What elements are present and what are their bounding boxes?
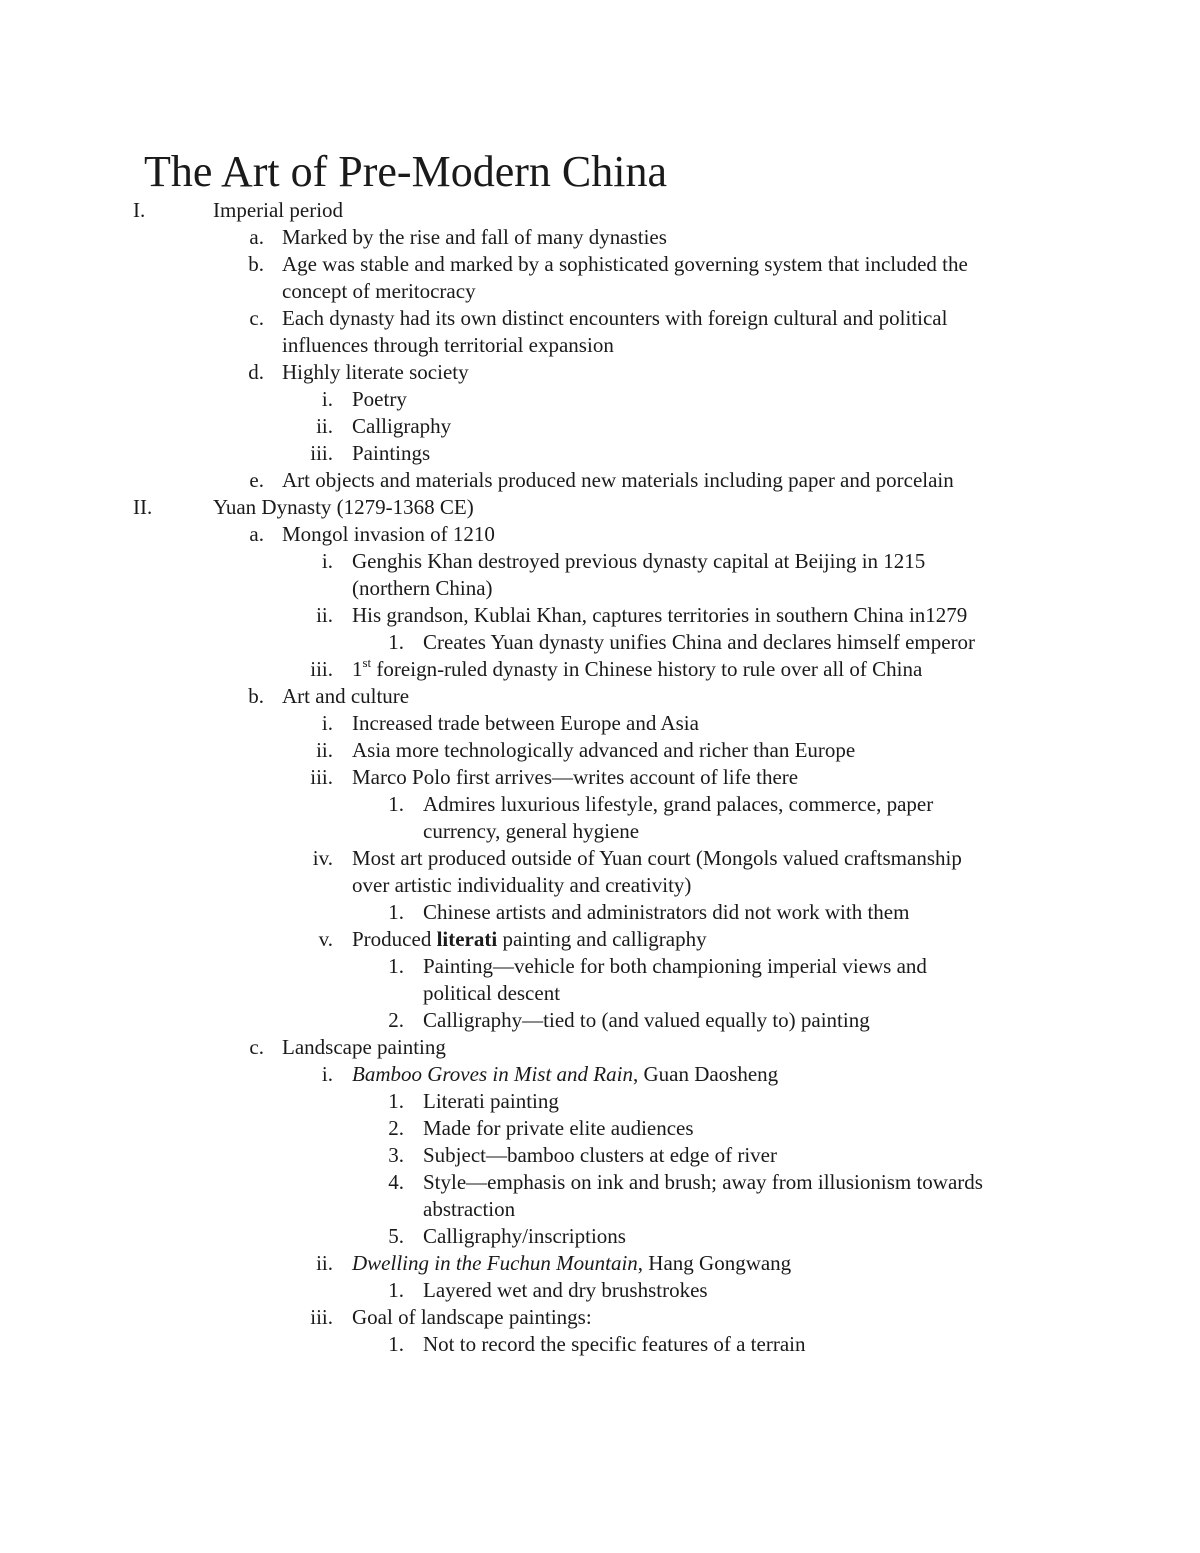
outline-marker: 3. [388, 1143, 404, 1167]
outline-item [0, 710, 1200, 737]
outline-text [423, 1169, 983, 1196]
outline-text-body: foreign-ruled dynasty in Chinese history to rule over all of China [371, 657, 923, 681]
outline-text-body: Most art produced outside of Yuan court (Mongols valued craftsmanship [352, 846, 962, 870]
outline-text-body: Imperial period [213, 198, 344, 222]
outline-text-body: Art objects and materials produced new materials including paper and porcelain [282, 468, 954, 492]
outline-marker: I. [133, 198, 146, 222]
outline-item [0, 737, 1200, 764]
outline-item [0, 1223, 1200, 1250]
outline-item [0, 683, 1200, 710]
outline-marker: ii. [316, 603, 333, 627]
outline-text-body: Paintings [352, 441, 431, 465]
outline-marker: 2. [388, 1116, 404, 1140]
outline-text [352, 737, 855, 764]
outline-text-body: Admires luxurious lifestyle, grand palaces, commerce, paper [423, 792, 934, 816]
outline-text-body: His grandson, Kublai Khan, captures territories in southern China in1279 [352, 603, 968, 627]
outline-text [352, 764, 798, 791]
outline-item [0, 926, 1200, 953]
outline-text [423, 953, 927, 980]
outline-marker: iii. [310, 657, 333, 681]
outline-marker: d. [248, 360, 264, 384]
outline-text-body: (northern China) [352, 576, 493, 600]
outline-text-body: Chinese artists and administrators did not work with them [423, 900, 910, 924]
outline-text [282, 251, 968, 278]
outline-item [0, 575, 1200, 602]
outline-text [352, 548, 925, 575]
outline-text-body: Age was stable and marked by a sophisticated governing system that included the [282, 252, 968, 276]
outline-item [0, 656, 1200, 683]
outline-text [352, 1061, 778, 1088]
outline-item [0, 1088, 1200, 1115]
outline-item [0, 278, 1200, 305]
outline-text-body: Painting—vehicle for both championing imperial views and [423, 954, 927, 978]
outline-item [0, 953, 1200, 980]
outline-item [0, 1115, 1200, 1142]
outline-item [0, 1142, 1200, 1169]
outline-marker: 1. [388, 900, 404, 924]
outline-marker: ii. [316, 414, 333, 438]
outline-marker: e. [249, 468, 264, 492]
outline-marker: ii. [316, 738, 333, 762]
bold-term: literati [436, 927, 498, 951]
outline-text-body: influences through territorial expansion [282, 333, 614, 357]
outline-item [0, 1196, 1200, 1223]
outline-marker: a. [249, 225, 264, 249]
outline-item [0, 899, 1200, 926]
outline-text [423, 899, 909, 926]
outline-marker: 1. [388, 1332, 404, 1356]
outline-marker: c. [249, 1035, 264, 1059]
outline-item [0, 332, 1200, 359]
outline-marker: iii. [310, 765, 333, 789]
outline-text-body: Literati painting [423, 1089, 559, 1113]
outline-item [0, 1169, 1200, 1196]
outline-text [282, 332, 614, 359]
outline-item [0, 602, 1200, 629]
outline-marker: v. [318, 927, 333, 951]
outline-text-body: Marco Polo first arrives—writes account of life there [352, 765, 799, 789]
outline-text-body: Landscape painting [282, 1035, 446, 1059]
outline-item [0, 629, 1200, 656]
outline-text [352, 845, 962, 872]
outline-text-body: Layered wet and dry brushstrokes [423, 1278, 708, 1302]
outline-text-body: Genghis Khan destroyed previous dynasty capital at Beijing in 1215 [352, 549, 926, 573]
outline-marker: iv. [312, 846, 333, 870]
outline-text-body: , Hang Gongwang [637, 1251, 792, 1275]
outline-item [0, 1304, 1200, 1331]
outline-text [352, 1250, 791, 1277]
outline-item [0, 305, 1200, 332]
outline-text-body: Poetry [352, 387, 407, 411]
outline-marker: 1. [388, 792, 404, 816]
outline-text [352, 872, 691, 899]
outline-marker: b. [248, 684, 264, 708]
outline-text [213, 197, 343, 224]
outline-text [352, 386, 407, 413]
outline-marker: iii. [310, 1305, 333, 1329]
outline-marker: a. [249, 522, 264, 546]
outline-item [0, 467, 1200, 494]
outline-text [423, 980, 560, 1007]
outline-text [423, 818, 639, 845]
outline-text-body: Calligraphy—tied to (and valued equally to) painting [423, 1008, 870, 1032]
outline-marker: b. [248, 252, 264, 276]
outline-item [0, 1034, 1200, 1061]
outline-text-body: Goal of landscape paintings: [352, 1305, 592, 1329]
outline-item [0, 818, 1200, 845]
outline-marker: 1. [388, 954, 404, 978]
outline-text-body: painting and calligraphy [497, 927, 707, 951]
outline-item [0, 1277, 1200, 1304]
outline-item [0, 980, 1200, 1007]
outline-text-body: Art and culture [282, 684, 410, 708]
outline-text-body: Increased trade between Europe and Asia [352, 711, 699, 735]
outline-text-body: Style—emphasis on ink and brush; away from illusionism towards [423, 1170, 983, 1194]
outline-marker: i. [321, 711, 333, 735]
outline-text-body: Yuan Dynasty (1279-1368 CE) [213, 495, 474, 519]
outline-item [0, 1250, 1200, 1277]
outline-item [0, 548, 1200, 575]
outline-marker: 1. [388, 630, 404, 654]
outline-item [0, 359, 1200, 386]
outline-text-body: concept of meritocracy [282, 279, 476, 303]
document-title: The Art of Pre-Modern China [144, 147, 667, 196]
outline-text-body: , Guan Daosheng [632, 1062, 779, 1086]
outline-item [0, 224, 1200, 251]
outline-item [0, 872, 1200, 899]
outline-marker: iii. [310, 441, 333, 465]
outline-marker: ii. [316, 1251, 333, 1275]
outline-text [423, 1277, 708, 1304]
outline-text [423, 1115, 694, 1142]
outline-item [0, 1007, 1200, 1034]
artwork-title: Dwelling in the Fuchun Mountain [352, 1251, 638, 1275]
outline-text [423, 791, 933, 818]
outline-item [0, 764, 1200, 791]
outline-marker: 1. [388, 1089, 404, 1113]
outline-marker: 5. [388, 1224, 404, 1248]
outline-text-body: Highly literate society [282, 360, 469, 384]
outline-text [423, 1196, 515, 1223]
outline-text [423, 1331, 805, 1358]
outline-item [0, 845, 1200, 872]
outline-item [0, 413, 1200, 440]
outline-text-prefix: Produced [352, 927, 437, 951]
outline-marker: II. [133, 495, 153, 519]
outline-marker: 1. [388, 1278, 404, 1302]
outline-text [282, 683, 409, 710]
outline-text-body: political descent [423, 981, 561, 1005]
outline-text-body: Made for private elite audiences [423, 1116, 694, 1140]
outline-text-body: Not to record the specific features of a terrain [423, 1332, 806, 1356]
outline-item [0, 251, 1200, 278]
outline-text [282, 1034, 446, 1061]
outline-text [282, 305, 947, 332]
outline-text [352, 440, 430, 467]
outline-text [352, 575, 493, 602]
outline-marker: c. [249, 306, 264, 330]
outline-item [0, 440, 1200, 467]
outline-marker: 2. [388, 1008, 404, 1032]
outline-text [352, 926, 707, 953]
outline-item [0, 386, 1200, 413]
artwork-title: Bamboo Groves in Mist and Rain [352, 1062, 633, 1086]
outline-item [0, 1061, 1200, 1088]
outline-item [0, 494, 1200, 521]
outline-item [0, 521, 1200, 548]
outline-text-body: Asia more technologically advanced and richer than Europe [352, 738, 856, 762]
outline-marker: i. [321, 1062, 333, 1086]
outline-text-body: Subject—bamboo clusters at edge of river [423, 1143, 777, 1167]
outline-text-body: over artistic individuality and creativity) [352, 873, 692, 897]
outline-text-body: Mongol invasion of 1210 [282, 522, 495, 546]
outline-text-body: Calligraphy/inscriptions [423, 1224, 626, 1248]
outline-text [423, 1223, 626, 1250]
outline-text [213, 494, 474, 521]
outline-text [423, 1088, 559, 1115]
outline-list [0, 197, 1200, 1358]
outline-text [352, 413, 451, 440]
outline-text [423, 629, 975, 656]
outline-text [282, 467, 954, 494]
outline-marker: i. [321, 387, 333, 411]
outline-text [423, 1142, 777, 1169]
outline-text [282, 224, 667, 251]
outline-text-body: abstraction [423, 1197, 516, 1221]
outline-text [282, 278, 476, 305]
outline-text [352, 656, 922, 683]
outline-text [423, 1007, 870, 1034]
outline-marker: i. [321, 549, 333, 573]
outline-text [282, 359, 469, 386]
outline-text-body: Creates Yuan dynasty unifies China and declares himself emperor [423, 630, 976, 654]
outline-text-body: Marked by the rise and fall of many dynasties [282, 225, 667, 249]
outline-item [0, 791, 1200, 818]
outline-text-body: Each dynasty had its own distinct encounters with foreign cultural and political [282, 306, 948, 330]
ordinal-superscript: st [362, 655, 372, 670]
outline-text [282, 521, 495, 548]
outline-item [0, 1331, 1200, 1358]
outline-text-prefix: 1 [352, 657, 363, 681]
outline-text [352, 1304, 592, 1331]
outline-text-body: currency, general hygiene [423, 819, 640, 843]
outline-text [352, 602, 967, 629]
outline-text-body: Calligraphy [352, 414, 452, 438]
outline-item [0, 197, 1200, 224]
outline-text [352, 710, 699, 737]
outline-marker: 4. [388, 1170, 404, 1194]
